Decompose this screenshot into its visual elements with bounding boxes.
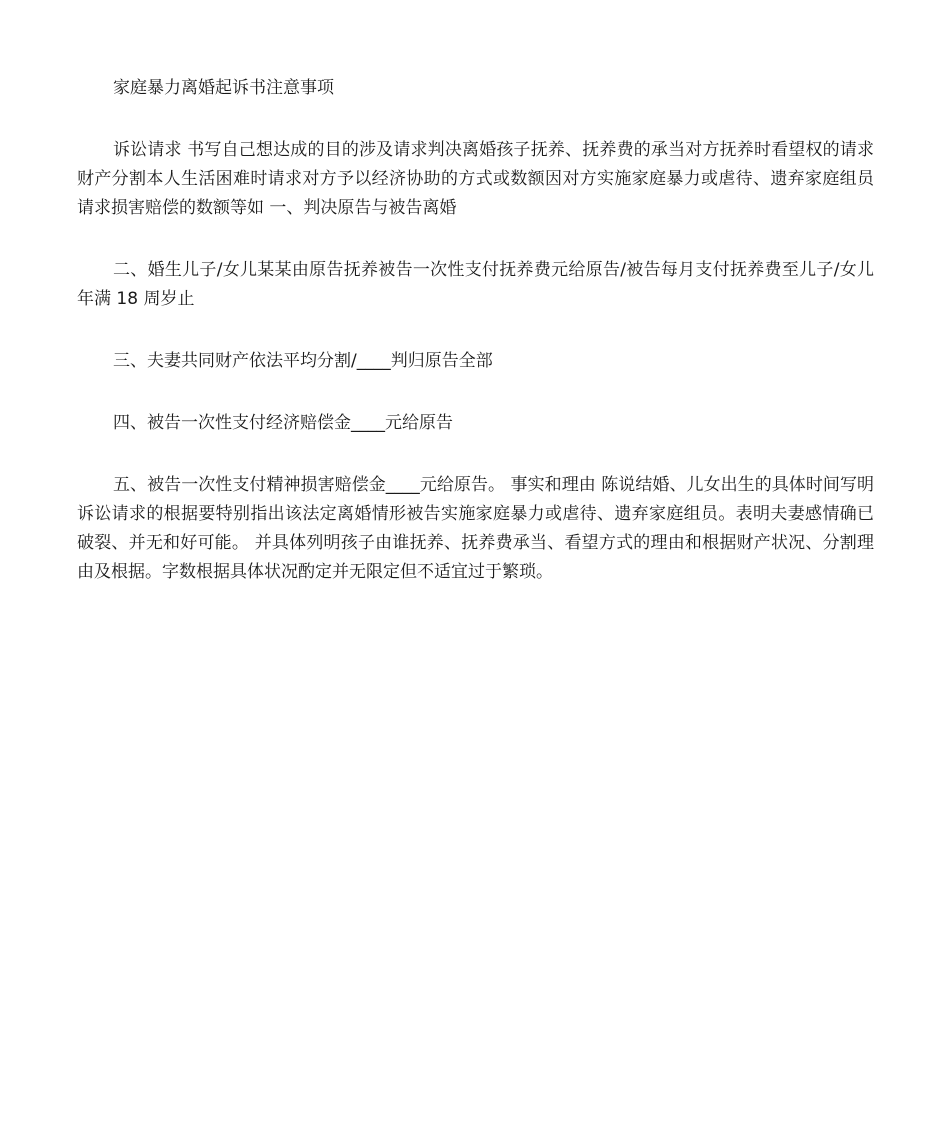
paragraph-economic-compensation: 四、被告一次性支付经济赔偿金____元给原告 [113, 413, 453, 433]
document-page [77, 74, 874, 587]
paragraph-mental-damages-facts: 五、被告一次性支付精神损害赔偿金____元给原告。 事实和理由 陈说结婚、儿女出生的具体时间写明诉讼请求的根据要特别指出该法定离婚情形被告实施家庭暴力或虐待、遗弃家庭组员。表明夫妻感情确已破裂、并无和好可能。 并具体列明孩子由谁抚养、抚养费承当、看望方式的理由和根据财产状况、分割理由及根据。字数根据具体状况酌定并无限定但不适宜过于繁琐。 [77, 475, 874, 582]
paragraph-property-division: 三、夫妻共同财产依法平均分割/____判归原告全部 [113, 351, 493, 371]
document-title: 家庭暴力离婚起诉书注意事项 [113, 78, 334, 98]
paragraph-child-custody: 二、婚生儿子/女儿某某由原告抚养被告一次性支付抚养费元给原告/被告每月支付抚养费至儿子/女儿年满 18 周岁止 [77, 260, 874, 309]
paragraph-litigation-request: 诉讼请求 书写自己想达成的目的涉及请求判决离婚孩子抚养、抚养费的承当对方抚养时看望权的请求财产分割本人生活困难时请求对方予以经济协助的方式或数额因对方实施家庭暴力或虐待、遗弃家庭组员请求损害赔偿的数额等如 一、判决原告与被告离婚 [77, 140, 874, 218]
